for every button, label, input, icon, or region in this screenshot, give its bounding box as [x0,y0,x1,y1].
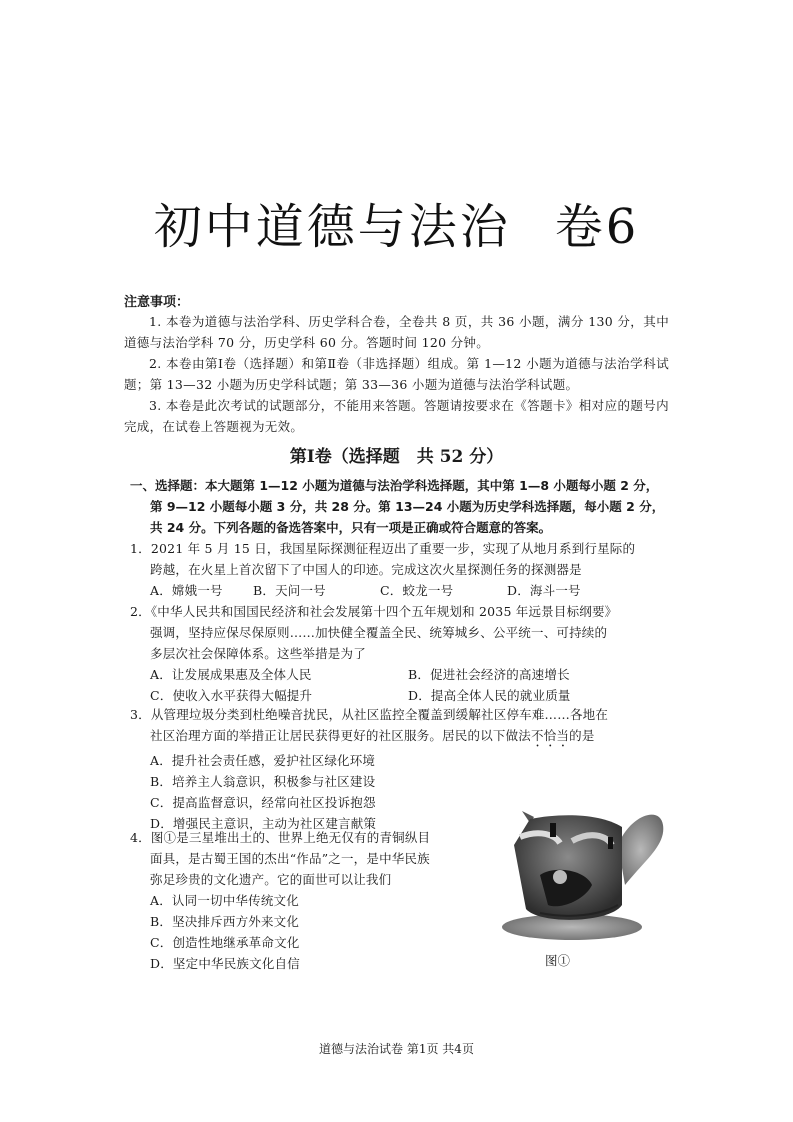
question-1 [130,538,670,601]
page-footer: 道德与法治试卷 第1页 共4页 [319,1042,474,1056]
title-main: 初中道德与法治 [153,199,511,255]
figure-caption: 图① [545,953,571,968]
question-number: 2． [130,604,151,619]
title-suffix: 卷6 [554,199,640,255]
question-stem: 面具，是古蜀王国的杰出“作品”之一，是中华民族 [150,851,430,866]
instructions-line-1: 一、选择题：本大题第 1—12 小题为道德与法治学科选择题，其中第 1—8 小题每小题 2 分， [130,478,659,493]
option-c[interactable]: C．提高监督意识，经常向社区投诉抱怨 [150,795,376,810]
option-b[interactable]: B．坚决排斥西方外来文化 [150,914,300,929]
page-title [0,188,793,257]
emphasized-text: 不恰当 [531,728,570,743]
question-stem: 弥足珍贵的文化遗产。它的面世可以让我们 [150,872,392,887]
option-d[interactable]: D．坚定中华民族文化自信 [150,956,300,971]
section-title: 第Ⅰ卷（选择题 共 52 分） [289,447,504,467]
question-number: 1． [130,541,151,556]
bronze-mask-image [500,805,665,945]
question-2 [130,601,670,706]
option-a[interactable]: A．让发展成果惠及全体人民 [150,667,312,682]
question-4 [130,827,470,974]
note-item-1: 1. 本卷为道德与法治学科、历史学科合卷，全卷共 8 页，共 36 小题，满分 130 分，其中道德与法治学科 70 分，历史学科 60 分。答题时间 120 分钟。 [124,314,669,350]
question-stem: 2021 年 5 月 15 日，我国星际探测征程迈出了重要一步，实现了从地月系到行星际的 [150,541,636,556]
option-d[interactable]: D．增强民主意识，主动为社区建言献策 [150,816,377,831]
note-item-3: 3. 本卷是此次考试的试题部分，不能用来答题。答题请按要求在《答题卡》相对应的题号内完成，在试卷上答题视为无效。 [124,398,669,434]
question-stem: 多层次社会保障体系。这些举措是为了 [150,646,366,661]
option-c[interactable]: C．使收入水平获得大幅提升 [150,688,313,703]
option-a[interactable]: A．嫦娥一号 [150,583,223,598]
instructions-line-3: 共 24 分。下列各题的备选答案中，只有一项是正确或符合题意的答案。 [150,520,552,535]
option-b[interactable]: B．培养主人翁意识，积极参与社区建设 [150,774,376,789]
option-b[interactable]: B．天问一号 [253,583,326,598]
question-stem: 《中华人民共和国国民经济和社会发展第十四个五年规划和 2035 年远景目标纲要》 [150,604,618,619]
option-c[interactable]: C．创造性地继承革命文化 [150,935,300,950]
question-stem: 图①是三星堆出土的、世界上绝无仅有的青铜纵目 [150,830,431,845]
question-number: 3． [130,707,151,722]
option-d[interactable]: D．提高全体人民的就业质量 [408,688,571,703]
note-item-2: 2. 本卷由第Ⅰ卷（选择题）和第Ⅱ卷（非选择题）组成。第 1—12 小题为道德与法治学科试题；第 13—32 小题为历史学科试题；第 33—36 小题为道德与法治学科试题。 [124,356,669,392]
question-stem: 强调，坚持应保尽保原则……加快健全覆盖全民、统筹城乡、公平统一、可持续的 [150,625,608,640]
section-instructions [130,475,670,538]
question-stem: 的是 [569,728,595,743]
option-a[interactable]: A．认同一切中华传统文化 [150,893,299,908]
option-b[interactable]: B．促进社会经济的高速增长 [408,667,570,682]
notes-heading: 注意事项： [124,295,190,310]
question-number: 4． [130,830,151,845]
instructions-line-2: 第 9—12 小题每小题 3 分，共 28 分。第 13—24 小题为历史学科选择题，每小题 2 分， [150,499,665,514]
option-a[interactable]: A．提升社会责任感，爱护社区绿化环境 [150,753,376,768]
option-d[interactable]: D．海斗一号 [507,583,581,598]
option-c[interactable]: C．蛟龙一号 [380,583,454,598]
question-stem: 跨越，在火星上首次留下了中国人的印迹。完成这次火星探测任务的探测器是 [150,562,582,577]
question-stem: 从管理垃圾分类到杜绝噪音扰民，从社区监控全覆盖到缓解社区停车难……各地在 [150,707,609,722]
question-stem: 社区治理方面的举措正让居民获得更好的社区服务。居民的以下做法 [150,728,532,743]
